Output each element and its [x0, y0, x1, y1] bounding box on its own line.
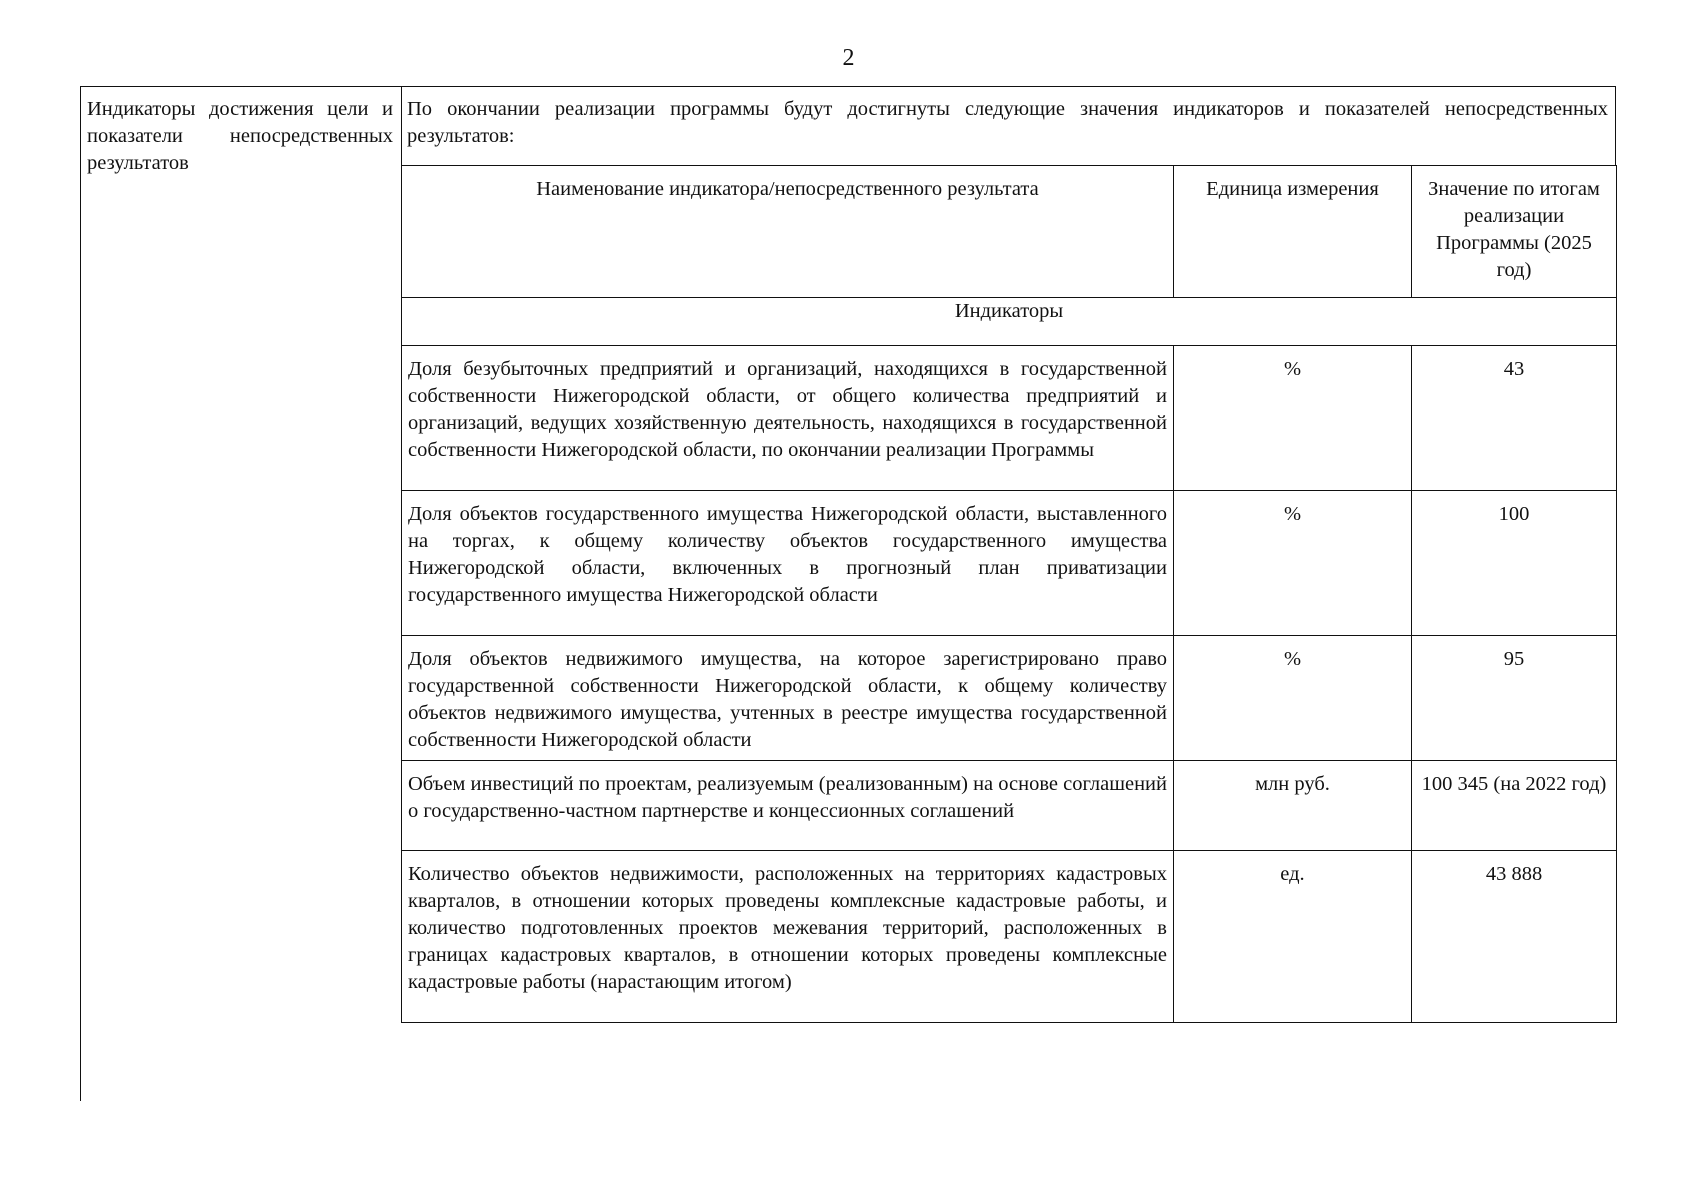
- header-value: Значение по итогам реализации Программы (2025 год): [1412, 166, 1617, 298]
- header-name: Наименование индикатора/непосредственного результата: [402, 166, 1174, 298]
- table-row: [402, 636, 1617, 761]
- table-row: [402, 761, 1617, 851]
- header-unit: Единица измерения: [1174, 166, 1412, 298]
- indicator-unit: ед.: [1174, 851, 1412, 1023]
- table-row: [402, 346, 1617, 491]
- table-row: [402, 851, 1617, 1023]
- indicator-name: Доля безубыточных предприятий и организаций, находящихся в государственной собственности Нижегородской области, от общего количества предприятий и организаций, ведущих хозяйственную деятельность, находящихся в государственной собственности Нижегородской области, по окончании реализации Программы: [402, 346, 1174, 491]
- indicator-value: 95: [1412, 636, 1617, 761]
- intro-text: По окончании реализации программы будут достигнуты следующие значения индикаторов и показателей непосредственных результатов:: [407, 98, 1608, 147]
- indicator-name: Доля объектов недвижимого имущества, на которое зарегистрировано право государственной собственности Нижегородской области, к общему количеству объектов недвижимого имущества, учтенных в реестре имущества государственной собственности Нижегородской области: [402, 636, 1174, 761]
- indicator-unit: %: [1174, 346, 1412, 491]
- page-number: 2: [842, 45, 855, 71]
- section-label: Индикаторы достижения цели и показатели непосредственных результатов: [87, 98, 393, 174]
- indicator-unit: млн руб.: [1174, 761, 1412, 851]
- indicator-name: Доля объектов государственного имущества Нижегородской области, выставленного на торгах, к общему количеству объектов государственного имущества Нижегородской области, включенных в прогнозный план приватизации государственного имущества Нижегородской области: [402, 491, 1174, 636]
- indicator-name: Объем инвестиций по проектам, реализуемым (реализованным) на основе соглашений о государственно-частном партнерстве и концессионных соглашений: [402, 761, 1174, 851]
- frame-top-border: [80, 86, 1616, 87]
- section-row: [402, 298, 1617, 346]
- table-header-row: [402, 166, 1617, 298]
- indicator-value: 100: [1412, 491, 1617, 636]
- indicators-table: [401, 165, 1617, 1023]
- frame-right-border: [1615, 86, 1616, 165]
- indicator-unit: %: [1174, 636, 1412, 761]
- indicator-value: 43 888: [1412, 851, 1617, 1023]
- indicator-unit: %: [1174, 491, 1412, 636]
- column-divider: [401, 86, 402, 165]
- indicator-value: 43: [1412, 346, 1617, 491]
- indicator-name: Количество объектов недвижимости, расположенных на территориях кадастровых кварталов, в отношении которых проведены комплексные кадастровые работы, и количество подготовленных проектов межевания территорий, расположенных в границах кадастровых кварталов, в отношении которых проведены комплексные кадастровые работы (нарастающим итогом): [402, 851, 1174, 1023]
- section-title: Индикаторы: [402, 298, 1617, 346]
- indicator-value: 100 345 (на 2022 год): [1412, 761, 1617, 851]
- frame-left-border: [80, 86, 81, 1101]
- table-row: [402, 491, 1617, 636]
